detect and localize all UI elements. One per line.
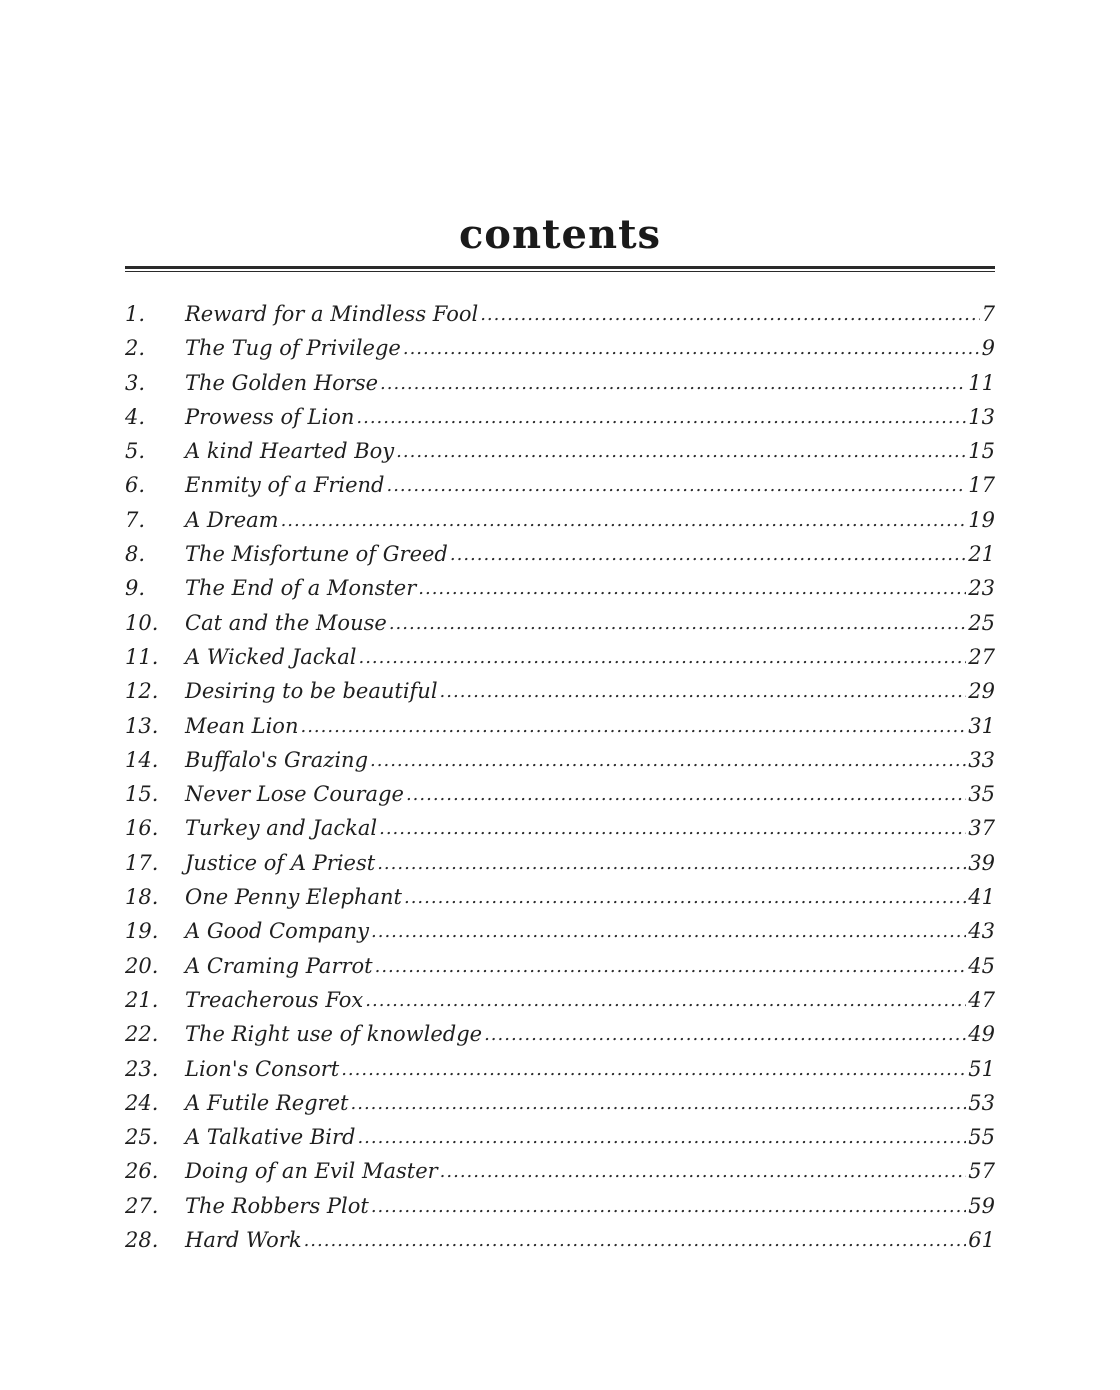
toc-entry xyxy=(125,983,995,1017)
toc-entry-title: The Misfortune of Greed xyxy=(185,542,448,567)
toc-dot-leader xyxy=(300,710,966,744)
toc-entry-title: The Robbers Plot xyxy=(185,1193,369,1218)
toc-entry-page: 27 xyxy=(968,644,995,669)
toc-entry-page: 39 xyxy=(968,850,995,875)
toc-entry-page: 9 xyxy=(981,336,995,361)
toc-entry-number: 2. xyxy=(125,336,146,361)
toc-entry xyxy=(125,880,995,914)
toc-dot-leader xyxy=(386,469,966,503)
toc-entry-page: 47 xyxy=(968,987,995,1012)
toc-dot-leader xyxy=(440,675,967,709)
toc-entry xyxy=(125,743,995,777)
toc-entry xyxy=(125,640,995,674)
toc-entry xyxy=(125,1154,995,1188)
toc-entry-title: Mean Lion xyxy=(185,713,299,738)
toc-entry-number: 14. xyxy=(125,747,159,772)
toc-entry xyxy=(125,949,995,983)
toc-entry-title: The Golden Horse xyxy=(185,370,379,395)
heading-rule-thick xyxy=(125,266,995,269)
heading-rule-thin xyxy=(125,271,995,272)
toc-entry xyxy=(125,811,995,845)
toc-entry xyxy=(125,571,995,605)
toc-dot-leader xyxy=(371,1190,966,1224)
toc-entry-page: 55 xyxy=(968,1125,995,1150)
toc-entry-number: 21. xyxy=(125,987,159,1012)
toc-dot-leader xyxy=(396,435,966,469)
toc-entry-number: 9. xyxy=(125,576,146,601)
toc-entry-page: 15 xyxy=(968,439,995,464)
toc-entry-number: 20. xyxy=(125,953,159,978)
toc-entry-page: 59 xyxy=(968,1193,995,1218)
toc-dot-leader xyxy=(375,950,967,984)
toc-entry-page: 41 xyxy=(968,885,995,910)
toc-entry-number: 3. xyxy=(125,370,146,395)
toc-dot-leader xyxy=(440,1155,967,1189)
toc-entry xyxy=(125,297,995,331)
toc-dot-leader xyxy=(377,847,966,881)
toc-dot-leader xyxy=(404,881,966,915)
toc-entry-title: The Tug of Privilege xyxy=(185,336,401,361)
toc-entry xyxy=(125,1223,995,1257)
toc-entry xyxy=(125,1017,995,1051)
toc-dot-leader xyxy=(379,812,966,846)
toc-entry-page: 49 xyxy=(968,1022,995,1047)
contents-heading: contents xyxy=(458,211,662,258)
toc-entry-page: 25 xyxy=(968,610,995,635)
toc-entry xyxy=(125,709,995,743)
toc-entry xyxy=(125,331,995,365)
toc-entry-number: 15. xyxy=(125,782,159,807)
toc-dot-leader xyxy=(403,332,980,366)
toc-entry-number: 8. xyxy=(125,542,146,567)
toc-entry-number: 4. xyxy=(125,404,146,429)
toc-dot-leader xyxy=(370,744,966,778)
toc-entry-number: 11. xyxy=(125,644,159,669)
toc-entry-page: 29 xyxy=(968,679,995,704)
toc-entry-page: 57 xyxy=(968,1159,995,1184)
toc-entry-page: 7 xyxy=(981,302,995,326)
toc-entry-page: 13 xyxy=(968,404,995,429)
toc-entry-title: Desiring to be beautiful xyxy=(185,679,438,704)
toc-entry-number: 28. xyxy=(125,1228,159,1253)
toc-entry-title: Justice of A Priest xyxy=(185,850,376,875)
toc-entry-page: 35 xyxy=(968,782,995,807)
toc-entry-number: 10. xyxy=(125,610,159,635)
table-of-contents xyxy=(125,297,995,1257)
toc-entry-page: 37 xyxy=(968,816,995,841)
toc-entry-number: 7. xyxy=(125,507,146,532)
toc-entry-title: A Good Company xyxy=(185,919,369,944)
toc-entry xyxy=(125,503,995,537)
toc-entry-number: 13. xyxy=(125,713,159,738)
toc-dot-leader xyxy=(484,1018,966,1052)
toc-entry-page: 45 xyxy=(968,953,995,978)
toc-dot-leader xyxy=(418,572,966,606)
toc-dot-leader xyxy=(389,607,966,641)
toc-entry-number: 19. xyxy=(125,919,159,944)
toc-entry-number: 16. xyxy=(125,816,159,841)
toc-entry-title: Lion's Consort xyxy=(185,1056,340,1081)
toc-entry-page: 43 xyxy=(968,919,995,944)
toc-dot-leader xyxy=(341,1053,966,1087)
toc-entry-title: Reward for a Mindless Fool xyxy=(185,302,479,326)
toc-entry-page: 11 xyxy=(968,370,995,395)
toc-dot-leader xyxy=(380,367,966,401)
toc-dot-leader xyxy=(371,915,966,949)
toc-entry-title: Turkey and Jackal xyxy=(185,816,378,841)
toc-entry xyxy=(125,606,995,640)
toc-entry-number: 12. xyxy=(125,679,159,704)
toc-dot-leader xyxy=(356,401,966,435)
toc-entry-number: 24. xyxy=(125,1090,159,1115)
toc-entry-title: Buffalo's Grazing xyxy=(185,747,369,772)
toc-entry-number: 27. xyxy=(125,1193,159,1218)
toc-entry-number: 1. xyxy=(125,302,146,326)
toc-entry xyxy=(125,674,995,708)
toc-entry-title: Doing of an Evil Master xyxy=(185,1159,438,1184)
toc-dot-leader xyxy=(480,298,979,332)
toc-entry-title: A Talkative Bird xyxy=(185,1125,356,1150)
toc-entry-page: 19 xyxy=(968,507,995,532)
toc-entry-page: 21 xyxy=(968,542,995,567)
toc-entry-number: 17. xyxy=(125,850,159,875)
toc-entry-title: One Penny Elephant xyxy=(185,885,402,910)
toc-entry-page: 31 xyxy=(968,713,995,738)
toc-entry-page: 23 xyxy=(968,576,995,601)
toc-entry-number: 5. xyxy=(125,439,146,464)
toc-dot-leader xyxy=(450,538,966,572)
toc-entry-title: A Wicked Jackal xyxy=(185,644,357,669)
toc-entry-page: 53 xyxy=(968,1090,995,1115)
toc-entry xyxy=(125,537,995,571)
toc-dot-leader xyxy=(365,984,966,1018)
toc-entry xyxy=(125,1052,995,1086)
toc-entry-title: A kind Hearted Boy xyxy=(185,439,395,464)
toc-entry-page: 61 xyxy=(968,1228,995,1253)
toc-entry xyxy=(125,777,995,811)
toc-entry-title: Cat and the Mouse xyxy=(185,610,387,635)
toc-dot-leader xyxy=(358,641,966,675)
toc-entry-number: 25. xyxy=(125,1125,159,1150)
toc-entry-title: The Right use of knowledge xyxy=(185,1022,483,1047)
toc-entry-page: 33 xyxy=(968,747,995,772)
toc-entry-title: Hard Work xyxy=(185,1228,302,1253)
toc-entry xyxy=(125,400,995,434)
toc-entry-title: Enmity of a Friend xyxy=(185,473,385,498)
toc-entry xyxy=(125,1120,995,1154)
toc-entry xyxy=(125,1086,995,1120)
toc-entry-title: Treacherous Fox xyxy=(185,987,364,1012)
toc-entry xyxy=(125,1189,995,1223)
toc-entry-title: A Futile Regret xyxy=(185,1090,349,1115)
toc-dot-leader xyxy=(357,1121,966,1155)
toc-entry xyxy=(125,366,995,400)
toc-entry-title: The End of a Monster xyxy=(185,576,417,601)
toc-dot-leader xyxy=(406,778,966,812)
toc-entry xyxy=(125,846,995,880)
toc-dot-leader xyxy=(351,1087,967,1121)
toc-entry-title: Never Lose Courage xyxy=(185,782,404,807)
toc-entry-number: 22. xyxy=(125,1022,159,1047)
toc-dot-leader xyxy=(304,1224,967,1258)
toc-entry-number: 23. xyxy=(125,1056,159,1081)
toc-entry-number: 18. xyxy=(125,885,159,910)
toc-dot-leader xyxy=(281,504,967,538)
toc-entry-title: A Dream xyxy=(185,507,279,532)
toc-entry xyxy=(125,434,995,468)
toc-entry-title: A Craming Parrot xyxy=(185,953,373,978)
toc-entry-page: 17 xyxy=(968,473,995,498)
toc-entry xyxy=(125,468,995,502)
toc-entry xyxy=(125,914,995,948)
toc-entry-number: 6. xyxy=(125,473,146,498)
toc-entry-title: Prowess of Lion xyxy=(185,404,355,429)
toc-entry-page: 51 xyxy=(968,1056,995,1081)
toc-entry-number: 26. xyxy=(125,1159,159,1184)
